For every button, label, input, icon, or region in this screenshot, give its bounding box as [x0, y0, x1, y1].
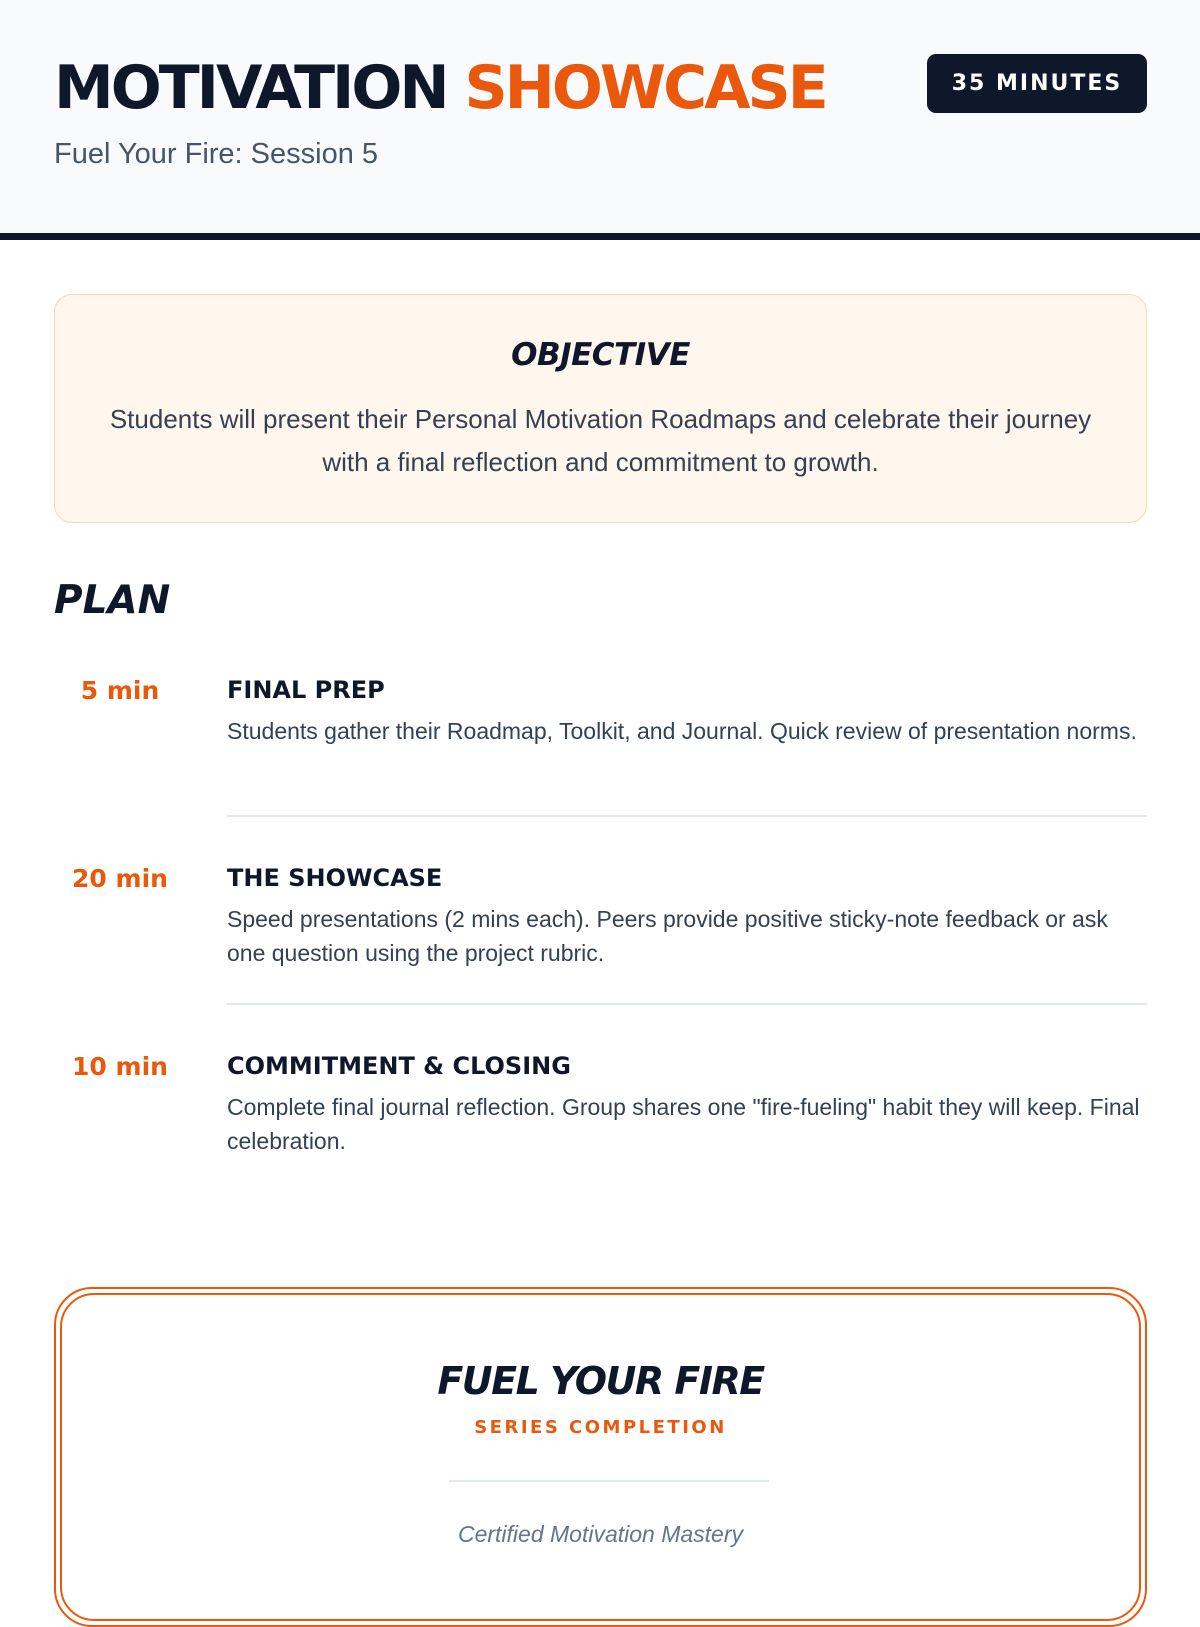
certificate-caption: Certified Motivation Mastery [457, 1521, 744, 1547]
plan-item-description: Complete final journal reflection. Group shares one "fire-fueling" habit they will keep. Final celebration. [227, 1094, 1140, 1154]
duration-badge: 35 MINUTES [927, 54, 1147, 113]
page-title-accent: SHOWCASE [464, 53, 826, 123]
certificate-inner-border [60, 1293, 1141, 1621]
plan-item-divider [227, 1003, 1147, 1005]
plan-item-title: THE SHOWCASE [227, 864, 443, 892]
plan-item-time: 20 min [72, 864, 168, 893]
objective-card [54, 294, 1147, 523]
completion-certificate [54, 1287, 1147, 1627]
plan-item-title: FINAL PREP [227, 676, 385, 704]
page-title [54, 52, 826, 124]
certificate-title: FUEL YOUR FIRE [437, 1359, 764, 1403]
plan-heading: PLAN [54, 578, 171, 623]
plan-item-description: Speed presentations (2 mins each). Peers provide positive sticky-note feedback or ask one question using the project rubric. [227, 906, 1108, 966]
certificate-divider [449, 1480, 769, 1482]
plan-item-time: 10 min [72, 1052, 168, 1081]
certificate-subtitle: SERIES COMPLETION [474, 1417, 727, 1438]
plan-item-divider [227, 815, 1147, 817]
page-header [0, 0, 1200, 240]
plan-item-title: COMMITMENT & CLOSING [227, 1052, 571, 1080]
objective-heading: OBJECTIVE [511, 337, 690, 373]
page-subtitle: Fuel Your Fire: Session 5 [54, 138, 379, 170]
page-title-main: MOTIVATION [54, 53, 447, 123]
objective-text: Students will present their Personal Motivation Roadmaps and celebrate their journey with a final reflection and commitment to growth. [109, 404, 1092, 477]
plan-item-time: 5 min [80, 676, 160, 705]
plan-item-description: Students gather their Roadmap, Toolkit, and Journal. Quick review of presentation norms. [227, 718, 1137, 744]
